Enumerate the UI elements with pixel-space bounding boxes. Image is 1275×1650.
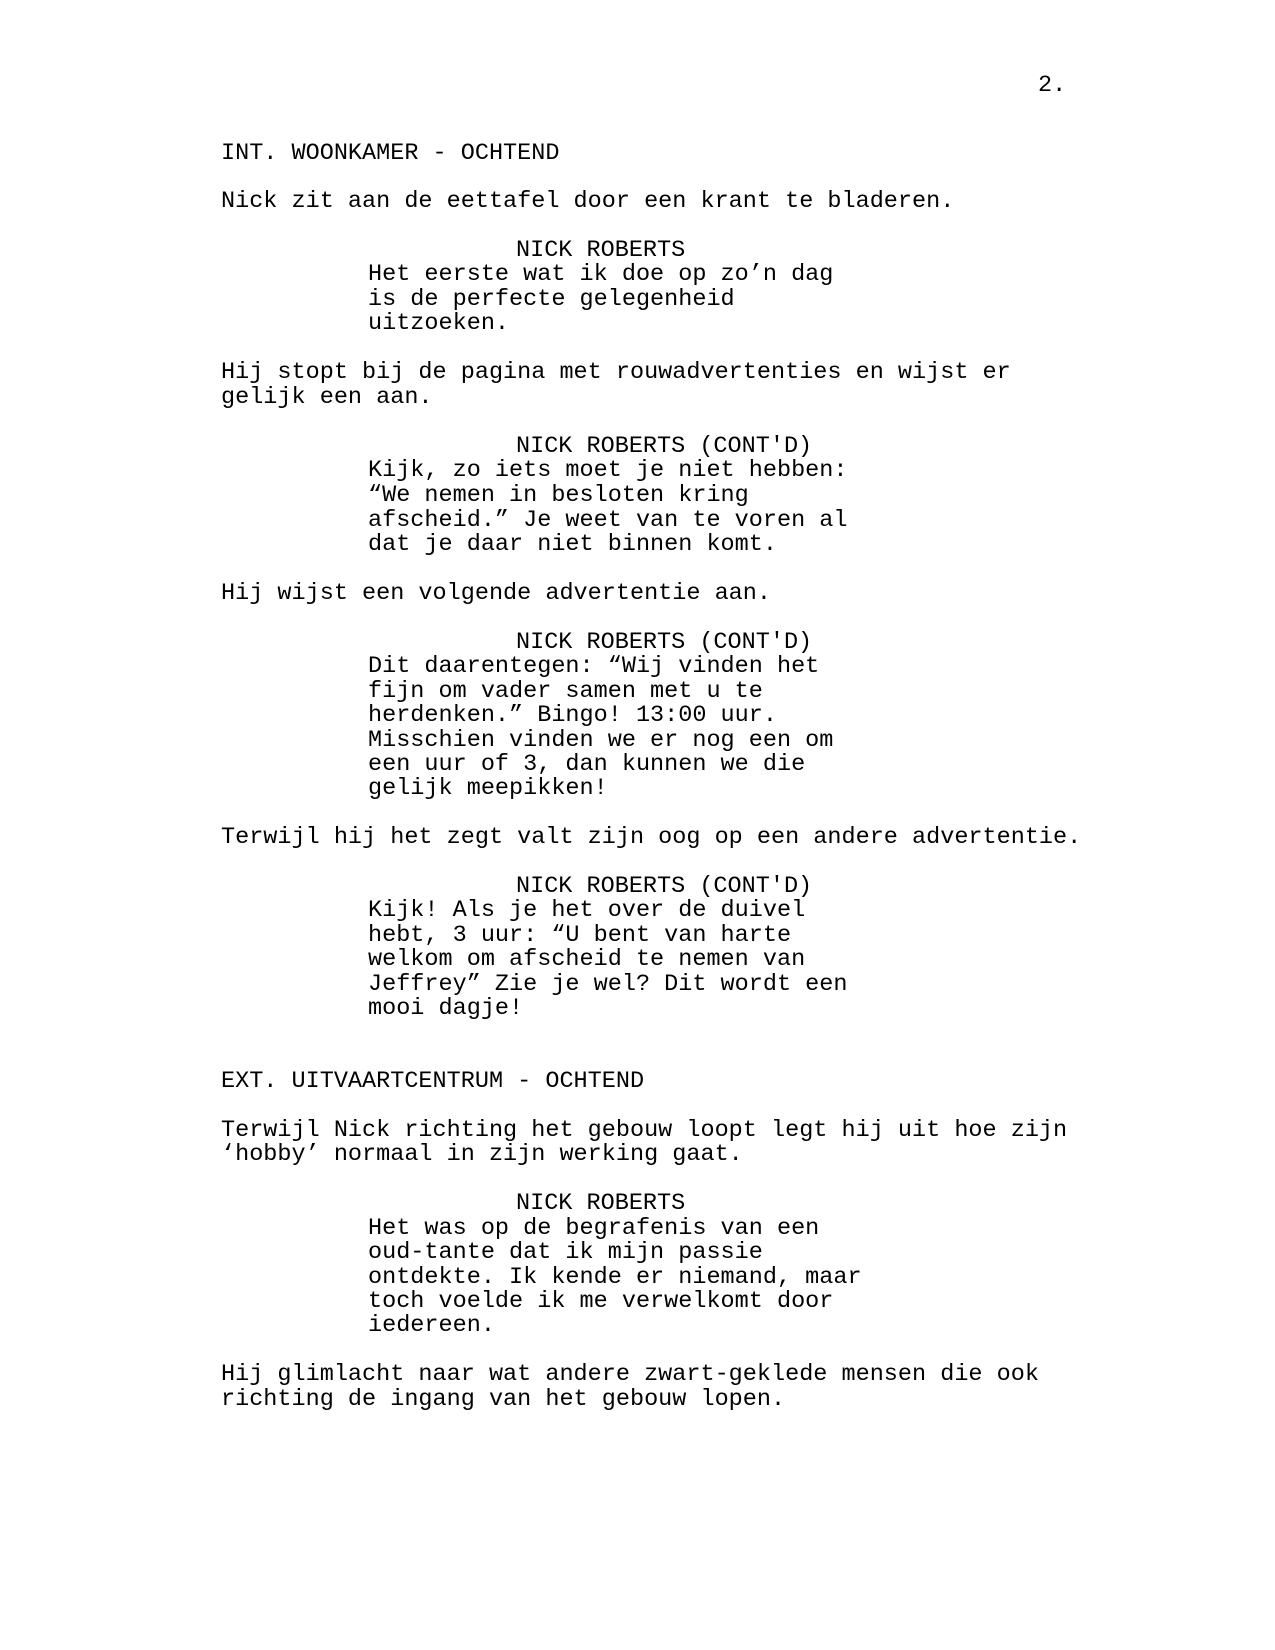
dialogue-line: Dit daarentegen: “Wij vinden het	[368, 653, 820, 680]
dialogue-line: afscheid.” Je weet van te voren al	[368, 507, 848, 534]
action-line: Nick zit aan de eettafel door een krant te bladeren.	[221, 188, 955, 215]
action-line: Terwijl Nick richting het gebouw loopt legt hij uit hoe zijn	[221, 1117, 1068, 1144]
dialogue-line: Kijk! Als je het over de duivel	[368, 897, 806, 924]
action-line: gelijk een aan.	[221, 384, 433, 411]
dialogue-line: Het was op de begrafenis van een	[368, 1215, 820, 1242]
character-name: NICK ROBERTS	[516, 237, 686, 264]
dialogue-line: welkom om afscheid te nemen van	[368, 946, 806, 973]
dialogue-line: dat je daar niet binnen komt.	[368, 531, 777, 558]
dialogue-line: “We nemen in besloten kring	[368, 482, 749, 509]
action-line: Hij stopt bij de pagina met rouwadvertenties en wijst er	[221, 359, 1011, 386]
dialogue-line: is de perfecte gelegenheid	[368, 286, 735, 313]
dialogue-line: fijn om vader samen met u te	[368, 678, 763, 705]
scene-heading: EXT. UITVAARTCENTRUM - OCHTEND	[221, 1068, 645, 1095]
dialogue-line: toch voelde ik me verwelkomt door	[368, 1288, 834, 1315]
action-line: richting de ingang van het gebouw lopen.	[221, 1386, 786, 1413]
scene-heading: INT. WOONKAMER - OCHTEND	[221, 140, 560, 167]
dialogue-line: gelijk meepikken!	[368, 775, 608, 802]
dialogue-line: een uur of 3, dan kunnen we die	[368, 751, 806, 778]
character-name: NICK ROBERTS	[516, 1190, 686, 1217]
dialogue-line: Het eerste wat ik doe op zo’n dag	[368, 261, 834, 288]
dialogue-line: uitzoeken.	[368, 310, 510, 337]
dialogue-line: oud-tante dat ik mijn passie	[368, 1239, 763, 1266]
page-number: 2.	[1038, 72, 1067, 99]
dialogue-line: mooi dagje!	[368, 995, 524, 1022]
dialogue-line: Misschien vinden we er nog een om	[368, 727, 834, 754]
dialogue-line: Kijk, zo iets moet je niet hebben:	[368, 457, 848, 484]
dialogue-line: Jeffrey” Zie je wel? Dit wordt een	[368, 971, 848, 998]
dialogue-line: iedereen.	[368, 1312, 495, 1339]
action-line: Hij wijst een volgende advertentie aan.	[221, 580, 771, 607]
action-line: ‘hobby’ normaal in zijn werking gaat.	[221, 1141, 743, 1168]
character-name: NICK ROBERTS (CONT'D)	[516, 629, 813, 656]
dialogue-line: herdenken.” Bingo! 13:00 uur.	[368, 702, 777, 729]
action-line: Terwijl hij het zegt valt zijn oog op een andere advertentie.	[221, 824, 1082, 851]
action-line: Hij glimlacht naar wat andere zwart-geklede mensen die ook	[221, 1361, 1039, 1388]
character-name: NICK ROBERTS (CONT'D)	[516, 433, 813, 460]
character-name: NICK ROBERTS (CONT'D)	[516, 873, 813, 900]
dialogue-line: hebt, 3 uur: “U bent van harte	[368, 922, 792, 949]
dialogue-line: ontdekte. Ik kende er niemand, maar	[368, 1264, 862, 1291]
